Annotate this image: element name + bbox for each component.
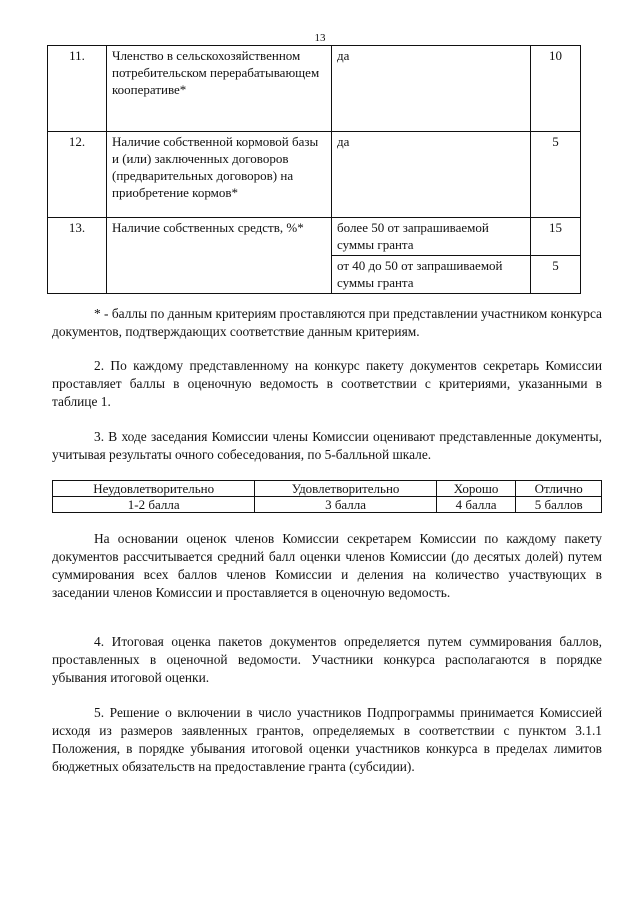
paragraph-3: 3. В ходе заседания Комиссии члены Комиссии оценивают представленные документы, учитывая результаты очного собеседования, по 5-балльной шкале. [52,429,602,462]
table-row [53,497,602,513]
criterion-points: 5 [531,132,581,218]
criterion-condition: да [332,46,531,132]
scale-header: Хорошо [436,481,516,497]
paragraph-4: 4. Итоговая оценка пакетов документов определяется путем суммирования баллов, проставленных в оценочной ведомости. Участники конкурса располагаются в порядке убывания итоговой оценки. [52,634,602,685]
row-number: 11. [48,46,107,132]
criteria-table [47,45,581,294]
scale-value: 5 баллов [516,497,602,513]
footnote: * - баллы по данным критериям проставляются при представлении участником конкурса документов, подтверждающих соответствие данным критериям. [52,306,602,339]
criterion-name: Наличие собственной кормовой базы и (или) заключенных договоров (предварительных договоров) на приобретение кормов* [107,132,332,218]
criterion-points: 10 [531,46,581,132]
row-number: 13. [48,218,107,294]
scale-value: 3 балла [255,497,436,513]
paragraph-average-score: На основании оценок членов Комиссии секретарем Комиссии по каждому пакету документов рассчитывается средний балл оценки членов Комиссии (до десятых долей) путем суммирования всех баллов членов Комиссии и деления на количество участвующих в заседании членов Комиссии и проставляется в оценочную ведомость. [52,531,602,600]
scale-header: Отлично [516,481,602,497]
scale-value: 4 балла [436,497,516,513]
criterion-points: 15 [531,218,581,256]
criterion-name: Наличие собственных средств, %* [107,218,332,294]
criterion-points: 5 [531,256,581,294]
criterion-condition: от 40 до 50 от запрашиваемой суммы гранта [332,256,531,294]
scale-header: Неудовлетворительно [53,481,255,497]
table-row [48,218,581,256]
criterion-name: Членство в сельскохозяйственном потребительском перерабатывающем кооперативе* [107,46,332,132]
rating-scale-table [52,480,602,513]
scale-value: 1-2 балла [53,497,255,513]
paragraph-5: 5. Решение о включении в число участников Подпрограммы принимается Комиссией исходя из размеров заявленных грантов, определяемых в соответствии с пунктом 3.1.1 Положения, в порядке убывания итоговой оценки участников конкурса в пределах лимитов бюджетных обязательств на предоставление гранта (субсидии). [52,705,602,774]
row-number: 12. [48,132,107,218]
page-number: 13 [314,32,326,44]
table-row [48,132,581,218]
scale-header: Удовлетворительно [255,481,436,497]
paragraph-2: 2. По каждому представленному на конкурс пакету документов секретарь Комиссии проставляет баллы в оценочную ведомость в соответствии с критериями, указанными в таблице 1. [52,358,602,409]
criterion-condition: более 50 от запрашиваемой суммы гранта [332,218,531,256]
table-row [48,46,581,132]
table-row [53,481,602,497]
criterion-condition: да [332,132,531,218]
